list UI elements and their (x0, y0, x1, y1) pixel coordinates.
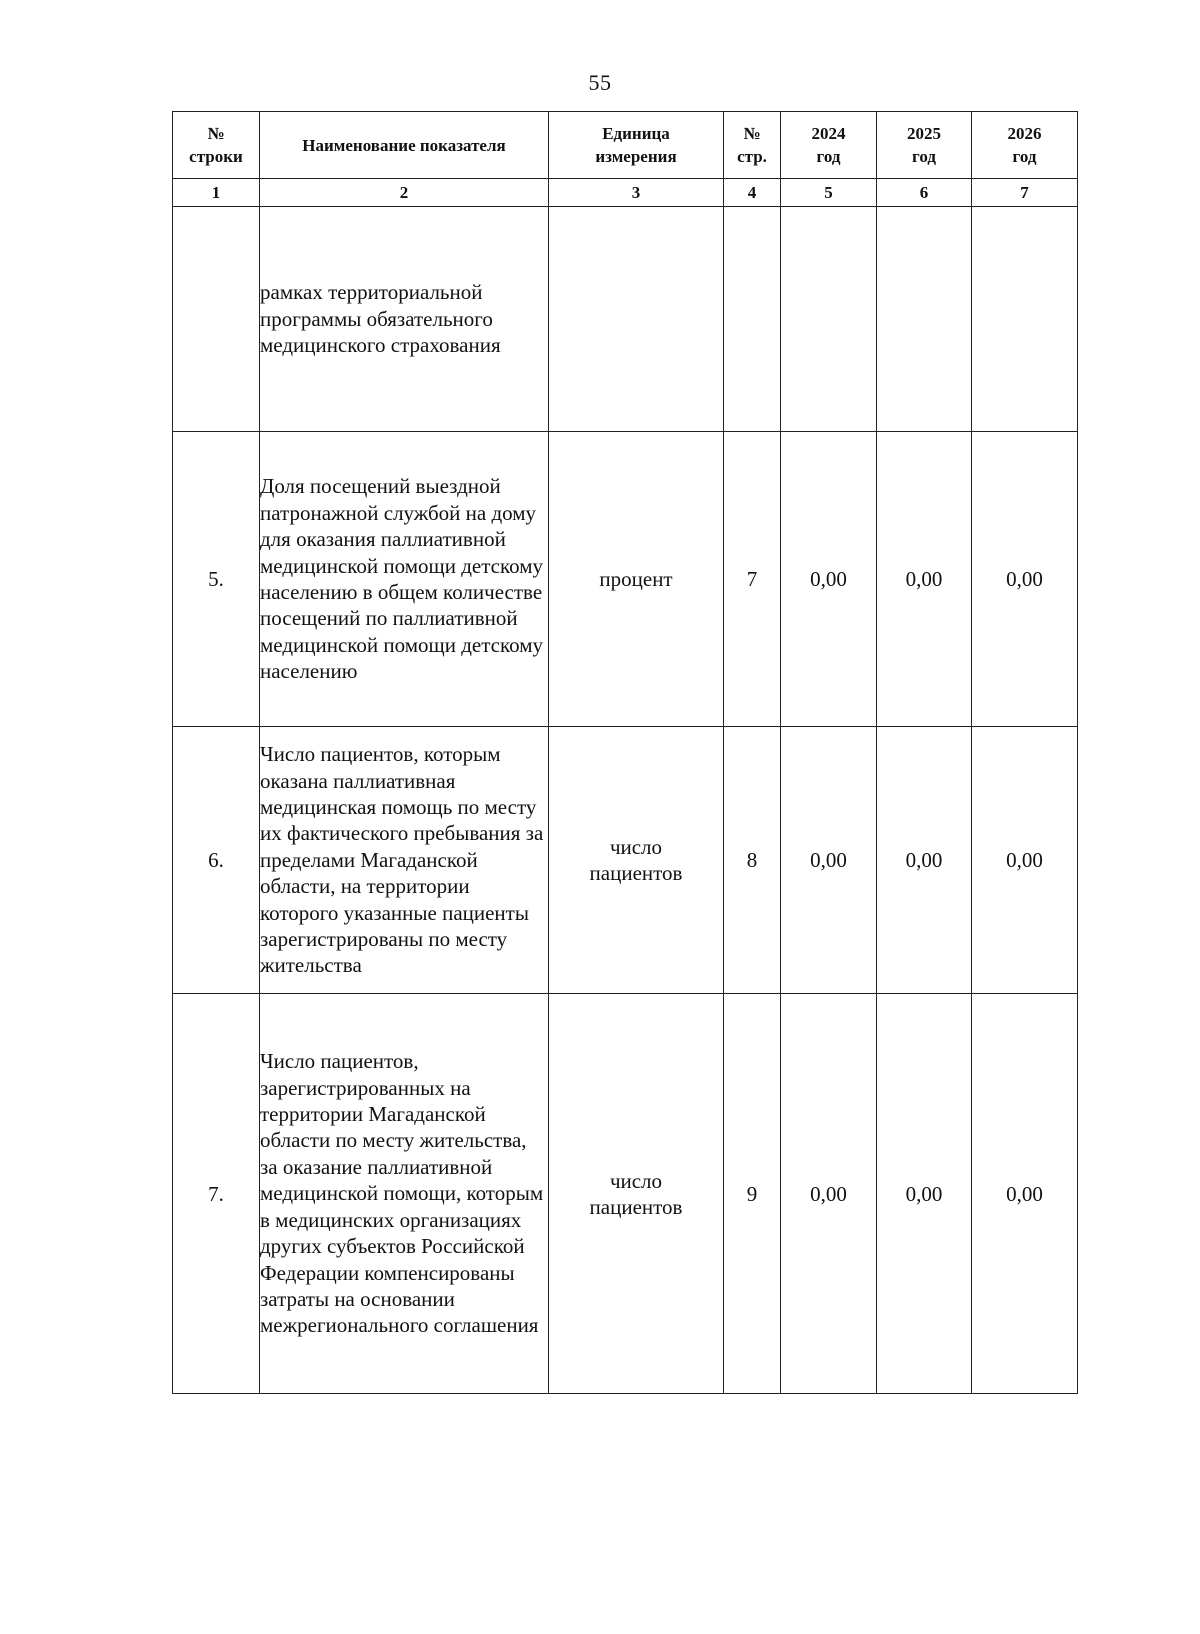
value-2024: 0,00 (781, 727, 877, 994)
value-2026: 0,00 (972, 994, 1078, 1394)
row-number: 5. (173, 432, 260, 727)
value-2025: 0,00 (877, 994, 972, 1394)
value-2026: 0,00 (972, 432, 1078, 727)
value-2024: 0,00 (781, 994, 877, 1394)
row-number: 6. (173, 727, 260, 994)
header-year-2025: 2025 год (877, 112, 972, 179)
header-year-2024: 2024 год (781, 112, 877, 179)
indicator-name: рамках территориальной программы обязательного медицинского страхования (260, 207, 549, 432)
column-number: 3 (549, 179, 724, 207)
value-2025 (877, 207, 972, 432)
row-number: 7. (173, 994, 260, 1394)
page-number: 55 (588, 70, 612, 95)
column-number: 1 (173, 179, 260, 207)
header-year-2026: 2026 год (972, 112, 1078, 179)
header-indicator-name: Наименование показателя (260, 112, 549, 179)
unit-cell (549, 432, 724, 727)
column-number: 2 (260, 179, 549, 207)
table-row (173, 207, 1078, 432)
indicator-name: Число пациентов, зарегистрированных на территории Магаданской области по месту жительства, за оказание паллиативной медицинской помощи, которым в медицинских организациях других субъектов Российской Федерации компенсированы затраты на основании межрегионального соглашения (260, 994, 549, 1394)
unit-text: процент (599, 567, 673, 591)
column-number: 7 (972, 179, 1078, 207)
indicators-table (172, 111, 1078, 1394)
indicator-name: Число пациентов, которым оказана паллиативная медицинская помощь по месту их фактического пребывания за пределами Магаданской области, на территории которого указанные пациенты зарегистрированы по месту жительства (260, 727, 549, 994)
value-2025: 0,00 (877, 432, 972, 727)
column-number: 5 (781, 179, 877, 207)
value-2024: 0,00 (781, 432, 877, 727)
unit-cell (549, 207, 724, 432)
table-header-row (173, 112, 1078, 179)
unit-cell (549, 994, 724, 1394)
header-line-number: № стр. (724, 112, 781, 179)
unit-cell (549, 727, 724, 994)
column-number-row (173, 179, 1078, 207)
line-number: 8 (724, 727, 781, 994)
line-number: 7 (724, 432, 781, 727)
value-2025: 0,00 (877, 727, 972, 994)
header-row-number: № строки (173, 112, 260, 179)
header-unit: Единица измерения (549, 112, 724, 179)
table-row (173, 994, 1078, 1394)
indicator-name: Доля посещений выездной патронажной службой на дому для оказания паллиативной медицинской помощи детскому населению в общем количестве посещений по паллиативной медицинской помощи детскому населению (260, 432, 549, 727)
value-2026 (972, 207, 1078, 432)
table-row (173, 727, 1078, 994)
column-number: 6 (877, 179, 972, 207)
row-number (173, 207, 260, 432)
line-number (724, 207, 781, 432)
unit-text: число пациентов (589, 1168, 683, 1219)
value-2026: 0,00 (972, 727, 1078, 994)
column-number: 4 (724, 179, 781, 207)
line-number: 9 (724, 994, 781, 1394)
value-2024 (781, 207, 877, 432)
table-row (173, 432, 1078, 727)
unit-text: число пациентов (589, 835, 683, 885)
